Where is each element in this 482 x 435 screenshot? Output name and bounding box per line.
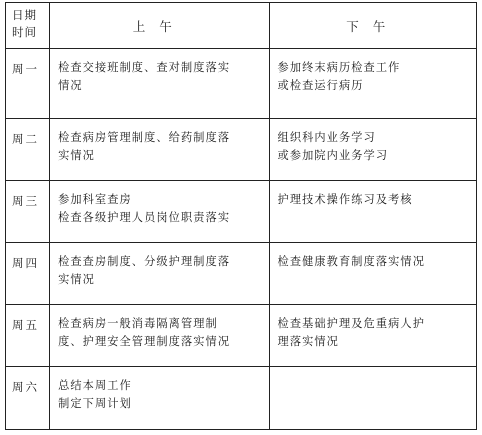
day-label: 周六 [6, 367, 50, 430]
morning-cell [50, 243, 269, 305]
afternoon-header: 下午 [269, 3, 476, 49]
cell-line: 检查病房一般消毒隔离管理制 [58, 317, 218, 330]
day-label: 周一 [6, 49, 50, 119]
table-row [6, 305, 477, 367]
header-row [6, 3, 477, 49]
afternoon-cell [269, 305, 476, 367]
cell-line: 度、护理安全管理制度落实情况 [58, 335, 231, 348]
cell-line: 组织科内业务学习 [277, 131, 376, 144]
cell-line: 制定下周计划 [58, 397, 132, 410]
morning-cell [50, 305, 269, 367]
weekly-schedule-table [5, 2, 477, 430]
cell-line: 参加终末病历检查工作 [277, 61, 401, 74]
table-row [6, 119, 477, 181]
day-label: 周二 [6, 119, 50, 181]
table-row [6, 367, 477, 430]
afternoon-cell [269, 119, 476, 181]
cell-line: 检查交接班制度、查对制度落实 [58, 61, 231, 74]
morning-cell [50, 49, 269, 119]
afternoon-cell [269, 243, 476, 305]
corner-header-cell [6, 3, 50, 49]
cell-line: 总结本周工作 [58, 379, 132, 392]
cell-line: 检查各级护理人员岗位职责落实 [58, 211, 231, 224]
cell-line: 检查健康教育制度落实情况 [277, 255, 425, 268]
cell-line: 情况 [58, 79, 83, 92]
cell-line: 护理技术操作练习及考核 [277, 193, 413, 206]
cell-line: 理落实情况 [277, 335, 339, 348]
cell-line: 检查基础护理及危重病人护 [277, 317, 425, 330]
afternoon-cell [269, 367, 476, 430]
day-label: 周四 [6, 243, 50, 305]
afternoon-cell [269, 181, 476, 243]
cell-line: 或检查运行病历 [277, 79, 364, 92]
table-row [6, 181, 477, 243]
day-label: 周三 [6, 181, 50, 243]
cell-line: 检查查房制度、分级护理制度落 [58, 255, 231, 268]
corner-label-date: 日期 [12, 8, 37, 22]
table-row [6, 243, 477, 305]
morning-cell [50, 119, 269, 181]
table-row [6, 49, 477, 119]
morning-header: 上午 [50, 3, 269, 49]
cell-line: 参加科室查房 [58, 193, 132, 206]
morning-cell [50, 181, 269, 243]
day-label: 周五 [6, 305, 50, 367]
cell-line: 检查病房管理制度、给药制度落 [58, 131, 231, 144]
cell-line: 实情况 [58, 149, 95, 162]
cell-line: 实情况 [58, 273, 95, 286]
afternoon-cell [269, 49, 476, 119]
cell-line: 或参加院内业务学习 [277, 149, 389, 162]
morning-cell [50, 367, 269, 430]
corner-label-time: 时间 [12, 25, 37, 39]
